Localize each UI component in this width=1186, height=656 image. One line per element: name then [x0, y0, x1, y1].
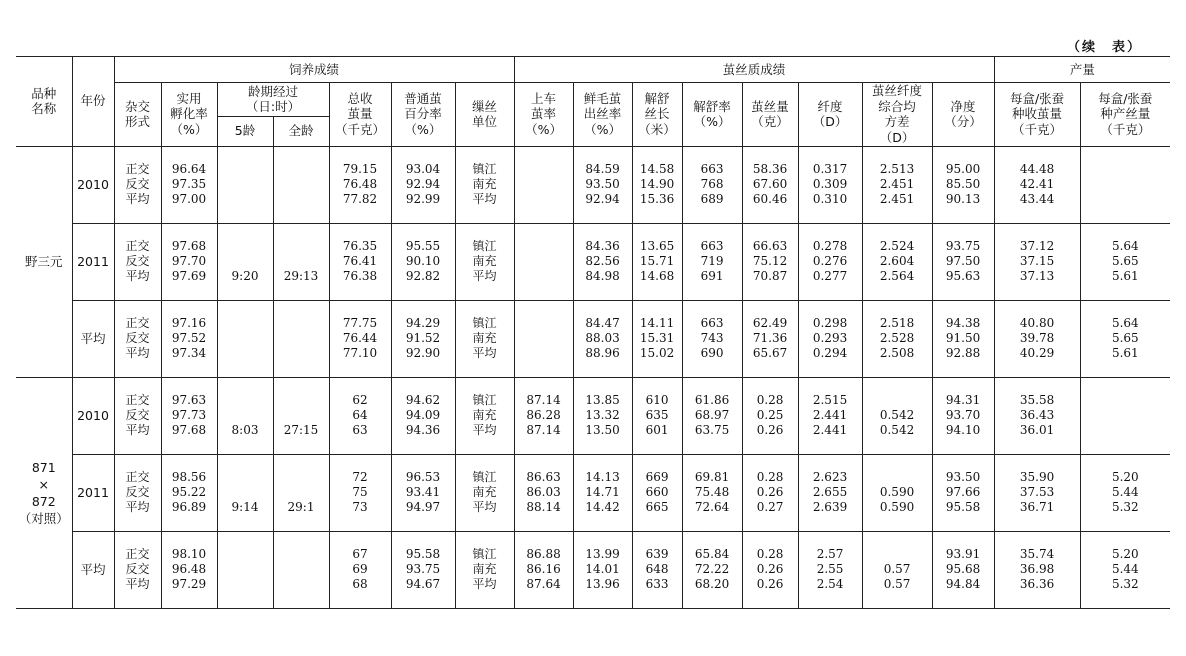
cell-normal-cocoon: 94.29 91.52 92.90 — [391, 300, 455, 377]
cell-neatness: 93.91 95.68 94.84 — [932, 531, 994, 608]
table-row — [16, 377, 1170, 454]
cell-hatch: 96.64 97.35 97.00 — [161, 146, 217, 223]
cell-raw-silk: 0.28 0.25 0.26 — [742, 377, 798, 454]
header-group-quality: 茧丝质成绩 — [514, 57, 994, 83]
cell-filament-length: 14.58 14.90 15.36 — [632, 146, 682, 223]
header-upper-rate: 上车 茧率 （%） — [514, 83, 573, 147]
header-instar5: 5龄 — [217, 116, 273, 146]
cell-hatch: 98.56 95.22 96.89 — [161, 454, 217, 531]
cell-neatness: 95.00 85.50 90.13 — [932, 146, 994, 223]
cell-yield-silk — [1080, 377, 1170, 454]
cell-cross: 正交 反交 平均 — [114, 146, 161, 223]
cell-upper-rate — [514, 300, 573, 377]
cell-denier: 0.317 0.309 0.310 — [798, 146, 862, 223]
cell-denier-dev: 0.542 0.542 — [862, 377, 932, 454]
cell-instar-all: 29:13 — [273, 223, 329, 300]
header-denier-dev: 茧丝纤度 综合均 方差 （D） — [862, 83, 932, 147]
table-body — [16, 146, 1170, 608]
header-normal-cocoon: 普通茧 百分率 （%） — [391, 83, 455, 147]
year-cell: 平均 — [72, 531, 114, 608]
cell-raw-silk: 62.49 71.36 65.67 — [742, 300, 798, 377]
cell-cross: 正交 反交 平均 — [114, 300, 161, 377]
cell-filament-length: 13.65 15.71 14.68 — [632, 223, 682, 300]
cell-instar5 — [217, 531, 273, 608]
cell-reelability: 663 768 689 — [682, 146, 742, 223]
cell-yield-silk: 5.64 5.65 5.61 — [1080, 300, 1170, 377]
header-total-cocoon: 总收 茧量 （千克） — [329, 83, 391, 147]
header-group-yield: 产量 — [994, 57, 1170, 83]
header-instar-all: 全龄 — [273, 116, 329, 146]
cell-fresh-ratio: 13.85 13.32 13.50 — [573, 377, 632, 454]
cell-instar5: 9:14 — [217, 454, 273, 531]
variety-cell: 871 × 872 （对照） — [16, 377, 72, 608]
cell-fresh-ratio: 13.99 14.01 13.96 — [573, 531, 632, 608]
cell-total-cocoon: 77.75 76.44 77.10 — [329, 300, 391, 377]
cell-yield-silk: 5.20 5.44 5.32 — [1080, 531, 1170, 608]
cell-instar-all — [273, 531, 329, 608]
header-raw-silk: 茧丝量 （克） — [742, 83, 798, 147]
cell-total-cocoon: 76.35 76.41 76.38 — [329, 223, 391, 300]
cell-instar5 — [217, 146, 273, 223]
cell-reeling-unit: 镇江 南充 平均 — [455, 300, 514, 377]
cell-total-cocoon: 79.15 76.48 77.82 — [329, 146, 391, 223]
cell-reeling-unit: 镇江 南充 平均 — [455, 377, 514, 454]
cell-total-cocoon: 72 75 73 — [329, 454, 391, 531]
cell-fresh-ratio: 84.36 82.56 84.98 — [573, 223, 632, 300]
cell-instar5 — [217, 300, 273, 377]
cell-neatness: 93.50 97.66 95.58 — [932, 454, 994, 531]
cell-filament-length: 669 660 665 — [632, 454, 682, 531]
cell-denier-dev: 0.590 0.590 — [862, 454, 932, 531]
header-yield-cocoon: 每盒/张蚕 种收茧量 （千克） — [994, 83, 1080, 147]
cell-normal-cocoon: 94.62 94.09 94.36 — [391, 377, 455, 454]
table-row — [16, 223, 1170, 300]
cell-instar-all: 29:1 — [273, 454, 329, 531]
cell-yield-cocoon: 35.58 36.43 36.01 — [994, 377, 1080, 454]
header-reelability: 解舒率 （%） — [682, 83, 742, 147]
year-cell: 平均 — [72, 300, 114, 377]
cell-fresh-ratio: 84.59 93.50 92.94 — [573, 146, 632, 223]
cell-reeling-unit: 镇江 南充 平均 — [455, 531, 514, 608]
header-neatness: 净度 （分） — [932, 83, 994, 147]
cell-reeling-unit: 镇江 南充 平均 — [455, 146, 514, 223]
cell-denier-dev: 2.518 2.528 2.508 — [862, 300, 932, 377]
cell-filament-length: 610 635 601 — [632, 377, 682, 454]
cell-denier-dev: 2.524 2.604 2.564 — [862, 223, 932, 300]
cell-raw-silk: 0.28 0.26 0.27 — [742, 454, 798, 531]
cell-reeling-unit: 镇江 南充 平均 — [455, 454, 514, 531]
cell-reelability: 663 719 691 — [682, 223, 742, 300]
cell-upper-rate: 86.88 86.16 87.64 — [514, 531, 573, 608]
year-cell: 2011 — [72, 454, 114, 531]
header-filament-length: 解舒 丝长 （米） — [632, 83, 682, 147]
cell-denier: 0.298 0.293 0.294 — [798, 300, 862, 377]
cell-denier: 2.515 2.441 2.441 — [798, 377, 862, 454]
cell-raw-silk: 66.63 75.12 70.87 — [742, 223, 798, 300]
cell-fresh-ratio: 14.13 14.71 14.42 — [573, 454, 632, 531]
cell-normal-cocoon: 96.53 93.41 94.97 — [391, 454, 455, 531]
cell-instar5: 9:20 — [217, 223, 273, 300]
cell-raw-silk: 58.36 67.60 60.46 — [742, 146, 798, 223]
cell-denier: 2.57 2.55 2.54 — [798, 531, 862, 608]
year-cell: 2010 — [72, 146, 114, 223]
header-group-rearing: 饲养成绩 — [114, 57, 514, 83]
cell-normal-cocoon: 93.04 92.94 92.99 — [391, 146, 455, 223]
cell-hatch: 98.10 96.48 97.29 — [161, 531, 217, 608]
cell-cross: 正交 反交 平均 — [114, 377, 161, 454]
header-instar-duration: 龄期经过 （日:时） — [217, 83, 329, 117]
table-row — [16, 454, 1170, 531]
cell-reeling-unit: 镇江 南充 平均 — [455, 223, 514, 300]
cell-yield-silk: 5.64 5.65 5.61 — [1080, 223, 1170, 300]
header-hatch: 实用 孵化率 （%） — [161, 83, 217, 147]
variety-cell: 野三元 — [16, 146, 72, 377]
cell-reelability: 663 743 690 — [682, 300, 742, 377]
cell-instar5: 8:03 — [217, 377, 273, 454]
cell-instar-all: 27:15 — [273, 377, 329, 454]
cell-hatch: 97.63 97.73 97.68 — [161, 377, 217, 454]
header-reeling-unit: 缫丝 单位 — [455, 83, 514, 147]
cell-denier: 2.623 2.655 2.639 — [798, 454, 862, 531]
header-yield-silk: 每盒/张蚕 种产丝量 （千克） — [1080, 83, 1170, 147]
cell-upper-rate — [514, 146, 573, 223]
cell-yield-silk: 5.20 5.44 5.32 — [1080, 454, 1170, 531]
cell-neatness: 94.31 93.70 94.10 — [932, 377, 994, 454]
header-denier: 纤度 （D） — [798, 83, 862, 147]
cell-cross: 正交 反交 平均 — [114, 223, 161, 300]
header-fresh-ratio: 鲜毛茧 出丝率 （%） — [573, 83, 632, 147]
cell-fresh-ratio: 84.47 88.03 88.96 — [573, 300, 632, 377]
cell-hatch: 97.16 97.52 97.34 — [161, 300, 217, 377]
table-row — [16, 300, 1170, 377]
cell-filament-length: 639 648 633 — [632, 531, 682, 608]
cell-raw-silk: 0.28 0.26 0.26 — [742, 531, 798, 608]
cell-total-cocoon: 62 64 63 — [329, 377, 391, 454]
year-cell: 2010 — [72, 377, 114, 454]
table-row — [16, 146, 1170, 223]
header-variety: 品种 名称 — [16, 57, 72, 147]
cell-normal-cocoon: 95.58 93.75 94.67 — [391, 531, 455, 608]
cell-reelability: 61.86 68.97 63.75 — [682, 377, 742, 454]
cell-yield-cocoon: 44.48 42.41 43.44 — [994, 146, 1080, 223]
cell-neatness: 94.38 91.50 92.88 — [932, 300, 994, 377]
cell-total-cocoon: 67 69 68 — [329, 531, 391, 608]
cell-denier: 0.278 0.276 0.277 — [798, 223, 862, 300]
table-row — [16, 531, 1170, 608]
cell-upper-rate — [514, 223, 573, 300]
header-year: 年份 — [72, 57, 114, 147]
cell-yield-cocoon: 35.90 37.53 36.71 — [994, 454, 1080, 531]
cell-upper-rate: 87.14 86.28 87.14 — [514, 377, 573, 454]
cell-yield-silk — [1080, 146, 1170, 223]
cell-instar-all — [273, 300, 329, 377]
cell-cross: 正交 反交 平均 — [114, 454, 161, 531]
cell-cross: 正交 反交 平均 — [114, 531, 161, 608]
header-cross: 杂交 形式 — [114, 83, 161, 147]
cell-hatch: 97.68 97.70 97.69 — [161, 223, 217, 300]
cell-yield-cocoon: 37.12 37.15 37.13 — [994, 223, 1080, 300]
cell-denier-dev: 2.513 2.451 2.451 — [862, 146, 932, 223]
cell-normal-cocoon: 95.55 90.10 92.82 — [391, 223, 455, 300]
cell-yield-cocoon: 35.74 36.98 36.36 — [994, 531, 1080, 608]
cell-denier-dev: 0.57 0.57 — [862, 531, 932, 608]
year-cell: 2011 — [72, 223, 114, 300]
continuation-label: （续 表） — [1066, 40, 1142, 55]
cell-neatness: 93.75 97.50 95.63 — [932, 223, 994, 300]
cell-filament-length: 14.11 15.31 15.02 — [632, 300, 682, 377]
cell-upper-rate: 86.63 86.03 88.14 — [514, 454, 573, 531]
table-header — [16, 57, 1170, 147]
cell-instar-all — [273, 146, 329, 223]
cell-yield-cocoon: 40.80 39.78 40.29 — [994, 300, 1080, 377]
cell-reelability: 69.81 75.48 72.64 — [682, 454, 742, 531]
cell-reelability: 65.84 72.22 68.20 — [682, 531, 742, 608]
results-table — [16, 56, 1170, 609]
